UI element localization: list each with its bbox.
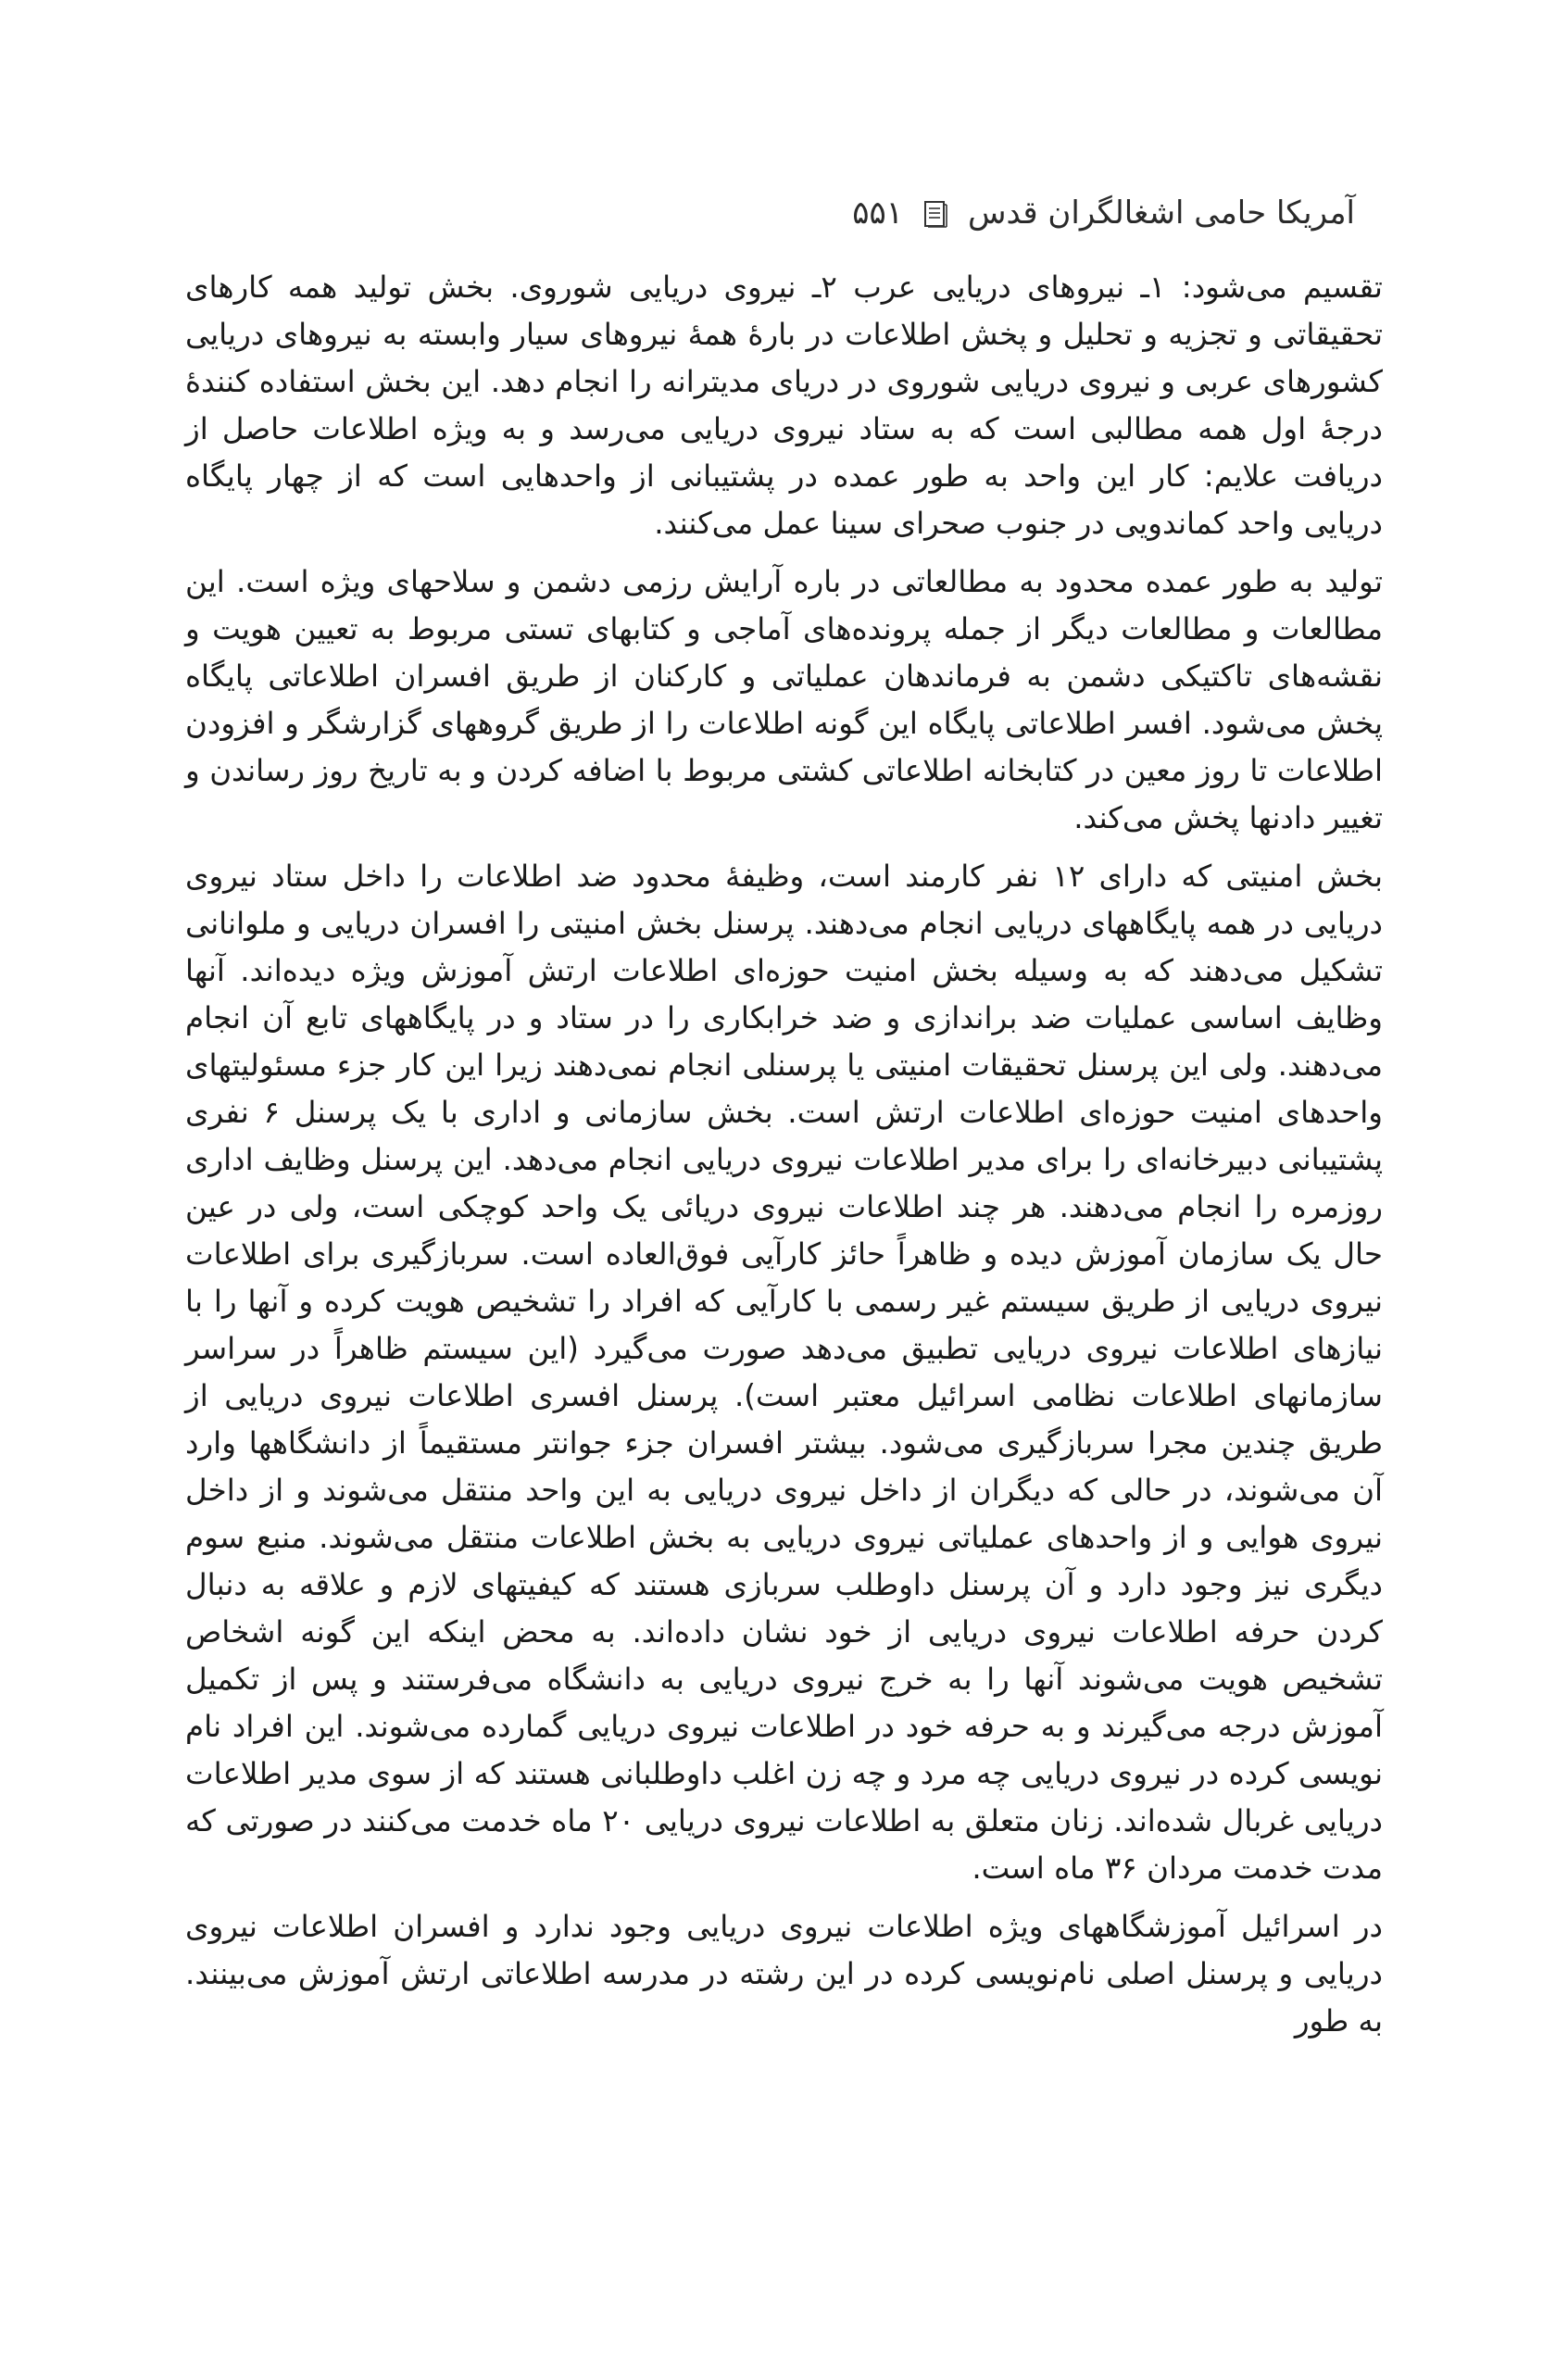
paragraph-3: بخش امنیتی که دارای ۱۲ نفر کارمند است، وظیفهٔ محدود ضد اطلاعات را داخل ستاد نیروی دریایی در همه پایگاههای دریایی انجام می‌دهند. پرسنل بخش امنیتی را افسران دریایی و ملوانانی تشکیل می‌دهند که به وسیله بخش امنیت حوزه‌ای اطلاعات ارتش آموزش ویژه دیده‌اند. آنها وظایف اساسی عملیات ضد براندازی و ضد خرابکاری را در ستاد و در پایگاههای تابع آن انجام می‌دهند. ولی این پرسنل تحقیقات امنیتی یا پرسنلی انجام نمی‌دهند زیرا این کار جزء مسئولیتهای واحدهای امنیت حوزه‌ای اطلاعات ارتش است. بخش سازمانی و اداری با یک پرسنل ۶ نفری پشتیبانی دبیرخانه‌ای را برای مدیر اطلاعات نیروی دریایی انجام می‌دهد. این پرسنل وظایف اداری روزمره را انجام می‌دهند. هر چند اطلاعات نیروی دریائی یک واحد کوچکی است، ولی در عین حال یک سازمان آموزش دیده و ظاهراً حائز کارآیی فوق‌العاده است. سربازگیری برای اطلاعات نیروی دریایی از طریق سیستم غیر رسمی با کارآیی که افراد را تشخیص هویت کرده و آنها را با نیازهای اطلاعات نیروی دریایی تطبیق می‌دهد صورت می‌گیرد (این سیستم ظاهراً در سراسر سازمانهای اطلاعات نظامی اسرائیل معتبر است). پرسنل افسری اطلاعات نیروی دریایی از طریق چندین مجرا سربازگیری می‌شود. بیشتر افسران جزء جوانتر مستقیماً از دانشگاهها وارد آن می‌شوند، در حالی که دیگران از داخل نیروی دریایی به این واحد منتقل می‌شوند و از داخل نیروی هوایی و از واحدهای عملیاتی نیروی دریایی به بخش اطلاعات منتقل می‌شوند. منبع سوم دیگری نیز وجود دارد و آن پرسنل داوطلب سربازی هستند که کیفیتهای لازم و علاقه به دنبال کردن حرفه اطلاعات نیروی دریایی از خود نشان داده‌اند. به محض اینکه این گونه اشخاص تشخیص هویت می‌شوند آنها را به خرج نیروی دریایی به دانشگاه می‌فرستند و پس از تکمیل آموزش درجه می‌گیرند و به حرفه خود در اطلاعات نیروی دریایی گمارده می‌شوند. این افراد نام نویسی کرده در نیروی دریایی چه مرد و چه زن اغلب داوطلبانی هستند که از سوی مدیر اطلاعات دریایی غربال شده‌اند. زنان متعلق به اطلاعات نیروی دریایی ۲۰ ماه خدمت می‌کنند در صورتی که مدت خدمت مردان ۳۶ ماه است. xyxy=(185,859,1383,1886)
paragraph-2: تولید به طور عمده محدود به مطالعاتی در باره آرایش رزمی دشمن و سلاحهای ویژه است. این مطالعات و مطالعات دیگر از جمله پرونده‌های آماجی و کتابهای تستی مربوط به تعیین هویت و نقشه‌های تاکتیکی دشمن به فرماندهان عملیاتی و کارکنان از طریق افسران اطلاعاتی پایگاه پخش می‌شود. افسر اطلاعاتی پایگاه این گونه اطلاعات را از طریق گروههای گزارشگر و افزودن اطلاعات تا روز معین در کتابخانه اطلاعاتی کشتی مربوط با اضافه کردن و به تاریخ روز رساندن و تغییر دادنها پخش می‌کند. xyxy=(185,564,1383,835)
running-header xyxy=(213,190,1355,236)
page-number: ۵۵۱ xyxy=(852,194,904,232)
body-text xyxy=(185,264,1383,2056)
paragraph-4: در اسرائیل آموزشگاههای ویژه اطلاعات نیروی دریایی وجود ندارد و افسران اطلاعات نیروی دریایی و پرسنل اصلی نام‌نویسی کرده در این رشته در مدرسه اطلاعاتی ارتش آموزش می‌بینند. به طور xyxy=(185,1909,1383,2039)
paragraph-1: تقسیم می‌شود: ۱ـ نیروهای دریایی عرب ۲ـ نیروی دریایی شوروی. بخش تولید همه کارهای تحقیقاتی و تجزیه و تحلیل و پخش اطلاعات در بارهٔ همهٔ نیروهای سیار وابسته به نیروهای دریایی کشورهای عربی و نیروی دریایی شوروی در دریای مدیترانه را انجام دهد. این بخش استفاده کنندهٔ درجهٔ اول همه مطالبی است که به ستاد نیروی دریایی می‌رسد و به ویژه اطلاعات حاصل از دریافت علایم: کار این واحد به طور عمده در پشتیبانی از واحدهایی است که از چهار پایگاه دریایی واحد کماندویی در جنوب صحرای سینا عمل می‌کنند. xyxy=(185,270,1383,541)
book-icon xyxy=(923,199,947,227)
running-title: آمریکا حامی اشغالگران قدس xyxy=(968,194,1355,232)
